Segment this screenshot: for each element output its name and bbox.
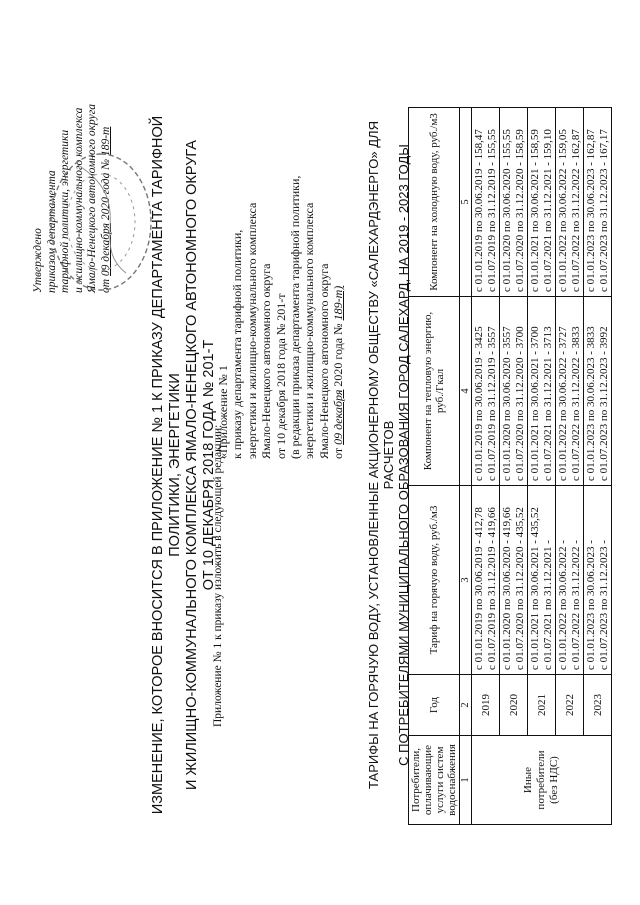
appendix-date [331, 129, 345, 459]
tariff-cell [556, 486, 584, 675]
year-cell: 2022 [556, 675, 584, 736]
appendix-line: «Приложение № 1 [216, 365, 230, 459]
approval-line: Ямало-Ненецкого автономного округа [86, 104, 99, 293]
column-number: 2 [460, 675, 472, 736]
consumer-cell: Иные потребители (без НДС) [472, 736, 612, 825]
tariff-period-value: с 01.07.2020 по 31.12.2020 - 435,52 [513, 507, 526, 670]
table-title-line-2: С ПОТРЕБИТЕЛЯМИ МУНИЦИПАЛЬНОГО ОБРАЗОВАНИЯ ГОРОД САЛЕХАРД, НА 2019 - 2023 ГОДЫ [396, 144, 411, 766]
tariff-period-value: с 01.07.2022 по 31.12.2022 - [569, 540, 582, 670]
appendix-date-year: 2020 года № [331, 323, 346, 387]
approval-date-prefix: от [99, 278, 112, 293]
appendix-line: к приказу департамента тарифной политики, [230, 229, 245, 459]
cold-period-value: с 01.07.2022 по 31.12.2022 - 162,87 [569, 129, 582, 292]
appendix-line: энергетики и жилищно-коммунального комплекса [302, 202, 317, 459]
cold-period-value: с 01.07.2020 по 31.12.2020 - 158,59 [513, 129, 526, 292]
intro-text: Приложение № 1 к приказу изложить в следующей редакции: [212, 424, 224, 727]
heat-period-value: с 01.07.2019 по 31.12.2019 - 3557 [485, 326, 498, 481]
cold-period-value: с 01.07.2019 по 31.12.2019 - 155,55 [485, 129, 498, 292]
heat-cell [528, 297, 556, 486]
document-heading [150, 115, 218, 815]
column-number: 5 [460, 108, 472, 297]
heat-period-value: с 01.07.2020 по 31.12.2020 - 3700 [513, 326, 526, 481]
heading-line-2: И ЖИЛИЩНО-КОММУНАЛЬНОГО КОМПЛЕКСА ЯМАЛО-НЕНЕЦКОГО АВТОНОМНОГО ОКРУГА [184, 140, 200, 790]
approval-line: приказом департамента [45, 170, 58, 293]
column-number: 1 [460, 736, 472, 825]
heat-period-value: с 01.01.2023 по 30.06.2023 - 3833 [585, 326, 597, 481]
heat-period-value: с 01.01.2021 по 30.06.2021 - 3700 [529, 326, 541, 481]
official-seal-stamp [48, 151, 154, 293]
heading-line-3: ОТ 10 ДЕКАБРЯ 2018 ГОДА № 201-Т [201, 339, 217, 591]
heat-period-value: с 01.07.2022 по 31.12.2022 - 3833 [569, 326, 582, 481]
table-row [472, 108, 500, 825]
tariff-cell [528, 486, 556, 675]
tariff-period-value: с 01.07.2023 по 31.12.2023 - [597, 540, 610, 670]
header-cold-water-component: Компонент на холодную воду, руб./м3 [409, 108, 460, 297]
cold-period-value: с 01.07.2021 по 31.12.2021 - 159,10 [541, 129, 554, 292]
table-row [556, 108, 584, 825]
cold-cell [584, 108, 612, 297]
tariff-period-value: с 01.07.2021 по 31.12.2021 - [541, 540, 554, 670]
cold-cell [472, 108, 500, 297]
column-number: 3 [460, 486, 472, 675]
heat-period-value: с 01.01.2019 по 30.06.2019 - 3425 [473, 326, 485, 481]
appendix-line: Ямало-Ненецкого автономного округа [316, 263, 331, 459]
cold-period-value: с 01.01.2019 по 30.06.2019 - 158,47 [473, 129, 485, 292]
cold-cell [556, 108, 584, 297]
tariff-period-value: с 01.01.2019 по 30.06.2019 - 412,78 [473, 507, 485, 670]
tariff-table [408, 107, 612, 825]
tariff-cell [472, 486, 500, 675]
table-header-row [409, 108, 460, 825]
heat-period-value: с 01.01.2022 по 30.06.2022 - 3727 [557, 326, 569, 481]
appendix-line: Ямало-Ненецкого автономного округа [259, 263, 274, 459]
heat-period-value: с 01.07.2021 по 31.12.2021 - 3713 [541, 326, 554, 481]
cold-cell [500, 108, 528, 297]
tariff-period-value: с 01.01.2021 по 30.06.2021 - 435,52 [529, 507, 541, 670]
tariff-cell [500, 486, 528, 675]
tariff-period-value: с 01.01.2022 по 30.06.2022 - [557, 540, 569, 670]
cold-period-value: с 01.01.2020 по 30.06.2020 - 155,55 [501, 129, 513, 292]
appendix-date-prefix: от [331, 447, 346, 459]
year-cell: 2020 [500, 675, 528, 736]
year-cell: 2019 [472, 675, 500, 736]
table-body [472, 108, 612, 825]
table-title-line-1: ТАРИФЫ НА ГОРЯЧУЮ ВОДУ, УСТАНОВЛЕННЫЕ АКЦИОНЕРНОМУ ОБЩЕСТВУ «САЛЕХАРДЭНЕРГО» ДЛЯ РАСЧЕТОВ [366, 121, 396, 789]
cold-period-value: с 01.01.2021 по 30.06.2021 - 158,59 [529, 129, 541, 292]
tariff-period-value: с 01.01.2023 по 30.06.2023 - [585, 540, 597, 670]
tariff-period-value: с 01.01.2020 по 30.06.2020 - 419,66 [501, 507, 513, 670]
heat-cell [500, 297, 528, 486]
table-row [584, 108, 612, 825]
heat-cell [472, 297, 500, 486]
approval-date-day: 09 декабря [99, 223, 112, 277]
header-year: Год [409, 675, 460, 736]
appendix-block [216, 129, 346, 459]
heat-period-value: с 01.01.2020 по 30.06.2020 - 3557 [501, 326, 513, 481]
cold-period-value: с 01.07.2023 по 31.12.2023 - 167,17 [597, 129, 610, 292]
table-row [500, 108, 528, 825]
tariff-cell [584, 486, 612, 675]
heading-line-1: ИЗМЕНЕНИЕ, КОТОРОЕ ВНОСИТСЯ В ПРИЛОЖЕНИЕ № 1 К ПРИКАЗУ ДЕПАРТАМЕНТА ТАРИФНОЙ ПОЛИТИКИ, ЭНЕРГЕТИКИ [150, 115, 183, 815]
appendix-line: (в редакции приказа департамента тарифной политики, [288, 175, 303, 459]
tariff-period-value: с 01.07.2019 по 31.12.2019 - 419,66 [485, 507, 498, 670]
appendix-line: энергетики и жилищно-коммунального комплекса [244, 202, 259, 459]
header-hot-water-tariff: Тариф на горячую воду, руб./м3 [409, 486, 460, 675]
header-heat-component: Компонент на тепловую энергию, руб./Гкал [409, 297, 460, 486]
table-title [366, 95, 411, 815]
appendix-date-day: 09 декабря [331, 389, 346, 445]
column-number-row [460, 108, 472, 825]
heat-cell [556, 297, 584, 486]
cold-cell [528, 108, 556, 297]
approval-date-year: 2020 года № [99, 158, 112, 221]
approval-line: и жилищно-коммунального комплекса [72, 107, 85, 293]
cold-period-value: с 01.01.2022 по 30.06.2022 - 159,05 [557, 129, 569, 292]
cold-period-value: с 01.01.2023 по 30.06.2023 - 162,87 [585, 129, 597, 292]
approval-line: тарифной политики, энергетики [59, 129, 72, 293]
year-cell: 2021 [528, 675, 556, 736]
year-cell: 2023 [584, 675, 612, 736]
heat-cell [584, 297, 612, 486]
heat-period-value: с 01.07.2023 по 31.12.2023 - 3992 [597, 326, 610, 481]
table-row [528, 108, 556, 825]
appendix-number: 189-т) [331, 285, 346, 321]
column-number: 4 [460, 297, 472, 486]
approval-line: Утверждено [32, 228, 44, 293]
header-consumers: Потребители, оплачивающие услуги систем водоснабжения [409, 736, 460, 825]
appendix-line: от 10 декабря 2018 года № 201-т [273, 293, 288, 459]
approval-number: 189-т [99, 126, 112, 157]
